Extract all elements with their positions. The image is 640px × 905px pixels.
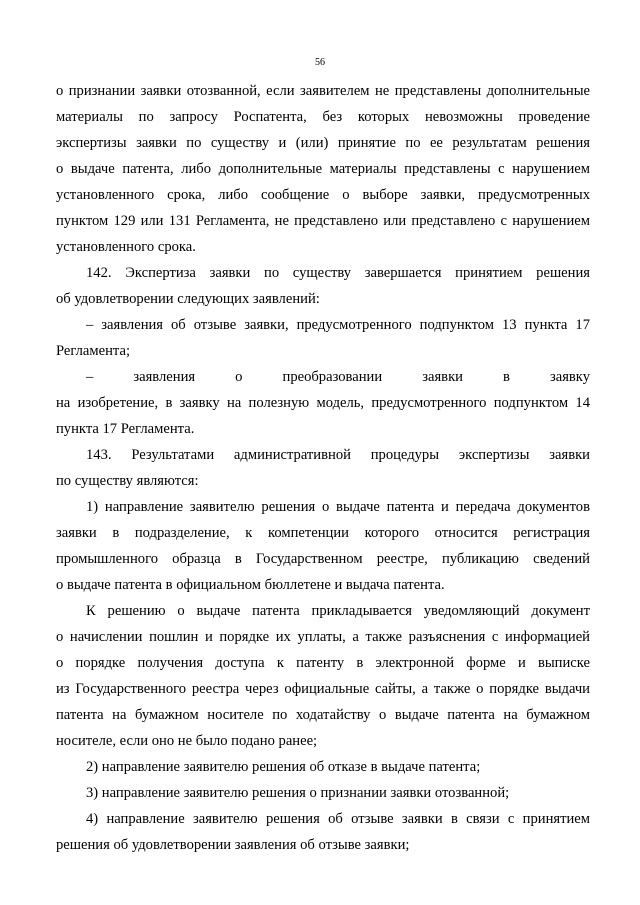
text-line: о выдаче патента в официальном бюллетене и выдача патента.: [56, 577, 445, 593]
list-item-dash: – заявления об отзыве заявки, предусмотренного подпунктом 13 пункта 17: [86, 317, 590, 333]
text-line: о порядке получения доступа к патенту в электронной форме и выписке: [56, 655, 590, 671]
text-line: по существу являются:: [56, 473, 199, 489]
page-number: 56: [315, 57, 325, 68]
text-line: об удовлетворении следующих заявлений:: [56, 291, 320, 307]
text-line: установленного срока, либо сообщение о выборе заявки, предусмотренных: [56, 187, 590, 203]
text-line: Регламента;: [56, 343, 131, 359]
text-line: о начислении пошлин и порядке их уплаты, а также разъяснения с информацией: [56, 629, 590, 645]
paragraph-143-start: 143. Результатами административной процедуры экспертизы заявки: [86, 447, 590, 463]
text-line: на изобретение, в заявку на полезную модель, предусмотренного подпунктом 14: [56, 395, 590, 411]
text-line: промышленного образца в Государственном реестре, публикацию сведений: [56, 551, 590, 567]
text-line: патента на бумажном носителе по ходатайству о выдаче патента на бумажном: [56, 707, 590, 723]
list-item-dash: – заявления о преобразовании заявки в заявку: [86, 369, 590, 385]
list-item-1: 1) направление заявителю решения о выдаче патента и передача документов: [86, 499, 590, 515]
text-line: экспертизы заявки по существу и (или) принятие по ее результатам решения: [56, 135, 590, 151]
list-item-4: 4) направление заявителю решения об отзыве заявки в связи с принятием: [86, 811, 590, 827]
text-line: пунктом 129 или 131 Регламента, не представлено или представлено с нарушением: [56, 213, 590, 229]
list-item-2: 2) направление заявителю решения об отказе в выдаче патента;: [86, 759, 481, 775]
text-line: о выдаче патента, либо дополнительные материалы представлены с нарушением: [56, 161, 590, 177]
paragraph-142-start: 142. Экспертиза заявки по существу завершается принятием решения: [86, 265, 590, 281]
text-line: из Государственного реестра через официальные сайты, а также о порядке выдачи: [56, 681, 590, 697]
text-line: решения об удовлетворении заявления об отзыве заявки;: [56, 837, 410, 853]
text-line: о признании заявки отозванной, если заявителем не представлены дополнительные: [56, 83, 590, 99]
text-line: установленного срока.: [56, 239, 196, 255]
text-line: материалы по запросу Роспатента, без которых невозможны проведение: [56, 109, 590, 125]
list-item-3: 3) направление заявителю решения о признании заявки отозванной;: [86, 785, 510, 801]
paragraph-start: К решению о выдаче патента прикладывается уведомляющий документ: [86, 603, 590, 619]
text-line: заявки в подразделение, к компетенции которого относится регистрация: [56, 525, 590, 541]
text-line: носителе, если оно не было подано ранее;: [56, 733, 318, 749]
text-line: пункта 17 Регламента.: [56, 421, 195, 437]
